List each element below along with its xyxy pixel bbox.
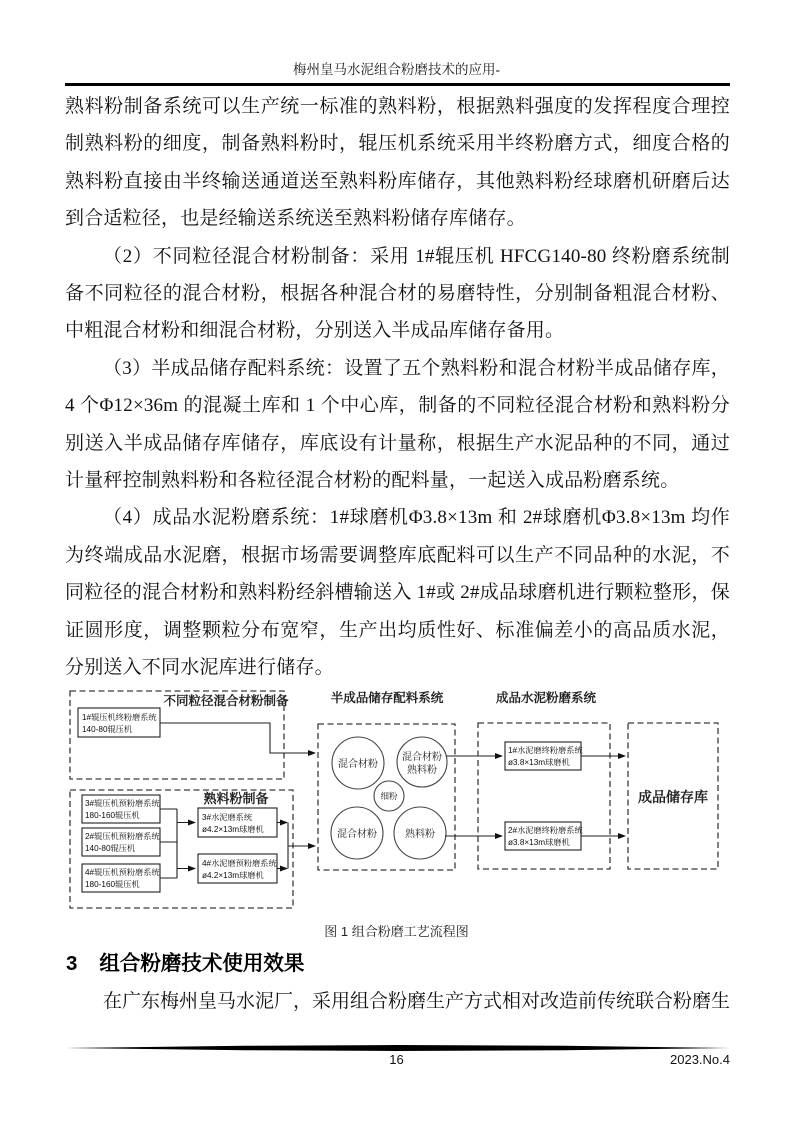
silo-circle-1-label: 混合材粉: [338, 759, 378, 770]
roller-press-4-line1: 4#辊压机预粉磨系统: [85, 868, 160, 877]
paragraph-2: （2）不同粒径混合材粉制备：采用 1#辊压机 HFCG140-80 终粉磨系统制备不同粒径的混合材粉，根据各种混合材的易磨特性，分别制备粗混合材粉、中粗混合材粉和细混合材粉，分别送入半成品库储存备用。: [65, 245, 730, 342]
silo-circle-5-label: 熟料粉: [405, 829, 435, 840]
process-flow-diagram: [65, 686, 745, 916]
roller-press-1-line2: 140-80辊压机: [82, 725, 133, 734]
group-semi-storage-title: 半成品储存配料系统: [330, 691, 444, 705]
silo-circle-4-label: 混合材粉: [337, 829, 377, 840]
page-number: 16: [389, 1052, 404, 1067]
roller-press-2-line1: 2#辊压机预粉磨系统: [85, 832, 160, 841]
section-number: 3: [66, 952, 78, 975]
roller-press-3-line1: 3#辊压机预粉磨系统: [85, 799, 160, 808]
group-finish-grinding-title: 成品水泥粉磨系统: [495, 691, 597, 705]
body-text: [65, 88, 730, 687]
mill-4-line2: ø4.2×13m球磨机: [202, 871, 264, 880]
footer-rule: [65, 1045, 730, 1051]
paragraph-5: 在广东梅州皇马水泥厂，采用组合粉磨生产方式相对改造前传统联合粉磨生: [103, 991, 731, 1012]
section-heading: [66, 946, 304, 976]
section-title: 组合粉磨技术使用效果: [99, 952, 305, 975]
roller-press-4-line2: 180-160辊压机: [85, 880, 140, 889]
mill-2-line1: 2#水泥磨终粉磨系统: [508, 826, 583, 835]
finished-storage-label: 成品储存库: [638, 789, 708, 805]
mill-3-line2: ø4.2×13m球磨机: [202, 825, 264, 834]
paragraph-4: （4）成品水泥粉磨系统：1#球磨机Φ3.8×13m 和 2#球磨机Φ3.8×13m 均作为终端成品水泥磨，根据市场需要调整库底配料可以生产不同品种的水泥，不同粒径的混合材粉和熟料粉经斜槽输送入 1#或 2#成品球磨机进行颗粒整形，保证圆形度，调整颗粒分布宽窄，生产出均质性好、标准偏差小的高品质水泥，分别送入不同水泥库进行储存。: [65, 507, 730, 679]
mill-2-line2: ø3.8×13m球磨机: [508, 838, 570, 847]
mill-1-line2: ø3.8×13m球磨机: [508, 758, 570, 767]
issue-label: 2023.No.4: [670, 1052, 730, 1067]
group-mixed-material-prep-title: 不同粒径混合材粉制备: [163, 694, 289, 708]
roller-press-2-line2: 140-80辊压机: [85, 844, 136, 853]
silo-circle-2-line2: 熟料粉: [407, 765, 437, 776]
roller-press-1-line1: 1#辊压机终粉磨系统: [82, 713, 157, 722]
paragraph-1: 熟料粉制备系统可以生产统一标准的熟料粉，根据熟料强度的发挥程度合理控制熟料粉的细度，制备熟料粉时，辊压机系统采用半终粉磨方式，细度合格的熟料粉直接由半终输送通道送至熟料粉库储存，其他熟料粉经球磨机研磨后达到合适粒径，也是经输送系统送至熟料粉储存库储存。: [65, 96, 730, 230]
silo-circle-2-line1: 混合材粉: [402, 752, 442, 763]
roller-press-3-line2: 180-160辊压机: [85, 811, 140, 820]
paragraph-3: （3）半成品储存配料系统：设置了五个熟料粉和混合材粉半成品储存库，4 个Φ12×36m 的混凝土库和 1 个中心库，制备的不同粒径混合材粉和熟料粉分别送入半成品储存库储存，库底设有计量称，根据生产水泥品种的不同，通过计量秤控制熟料粉和各粒径混合材粉的配料量，一起送入成品粉磨系统。: [65, 357, 730, 492]
figure-caption: 图 1 组合粉磨工艺流程图: [324, 924, 469, 939]
header-rule: [65, 83, 730, 86]
mill-1-line1: 1#水泥磨终粉磨系统: [508, 746, 583, 755]
group-clinker-powder-prep-title: 熟料粉制备: [203, 791, 269, 806]
silo-circle-fine-label: 细粉: [380, 791, 398, 801]
mill-3-line1: 3#水泥磨系统: [202, 813, 253, 822]
mill-4-line1: 4#水泥磨预粉磨系统: [202, 859, 277, 868]
running-header: 梅州皇马水泥组合粉磨技术的应用-: [293, 62, 500, 77]
connector-group1-to-storage: [160, 723, 315, 753]
